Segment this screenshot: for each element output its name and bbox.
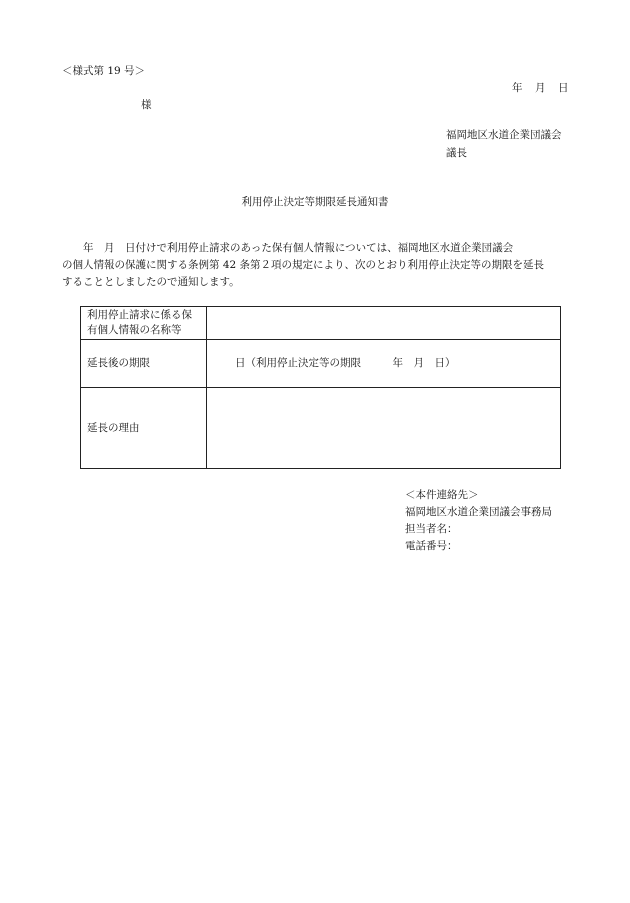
body-line: の個人情報の保護に関する条例第 42 条第２項の規定により、次のとおり利用停止決定等の期限を延長 [62, 259, 545, 271]
document-title: 利用停止決定等期限延長通知書 [241, 196, 389, 208]
form-number: ＜様式第 19 号＞ [62, 65, 146, 77]
date-placeholder: 年 月 日 [512, 82, 570, 94]
table-row [81, 388, 561, 469]
sender-title: 議長 [446, 147, 467, 159]
contact-phone-label: 電話番号： [405, 540, 458, 552]
recipient-suffix: 様 [141, 99, 152, 111]
contact-person-label: 担当者名： [405, 523, 458, 535]
body-line: することとしましたので通知します。 [62, 276, 240, 288]
table-value-cell [207, 388, 561, 469]
notice-body [62, 240, 568, 291]
notice-table [80, 306, 561, 469]
row-label-line: 利用停止請求に係る保 [87, 309, 192, 321]
table-label-cell: 延長後の期限 [81, 340, 207, 388]
row-label-line: 有個人情報の名称等 [87, 324, 182, 336]
body-line: 年 月 日付けで利用停止請求のあった保有個人情報については、福岡地区水道企業団議会 [62, 242, 514, 254]
contact-office: 福岡地区水道企業団議会事務局 [405, 506, 552, 518]
table-row [81, 340, 561, 388]
table-label-cell [81, 307, 207, 340]
sender-organization: 福岡地区水道企業団議会 [446, 129, 562, 141]
contact-heading: ＜本件連絡先＞ [405, 489, 479, 501]
table-label-cell: 延長の理由 [81, 388, 207, 469]
contact-block [405, 487, 552, 555]
table-value-cell [207, 307, 561, 340]
table-value-cell: 日（利用停止決定等の期限 年 月 日） [207, 340, 561, 388]
table-row [81, 307, 561, 340]
